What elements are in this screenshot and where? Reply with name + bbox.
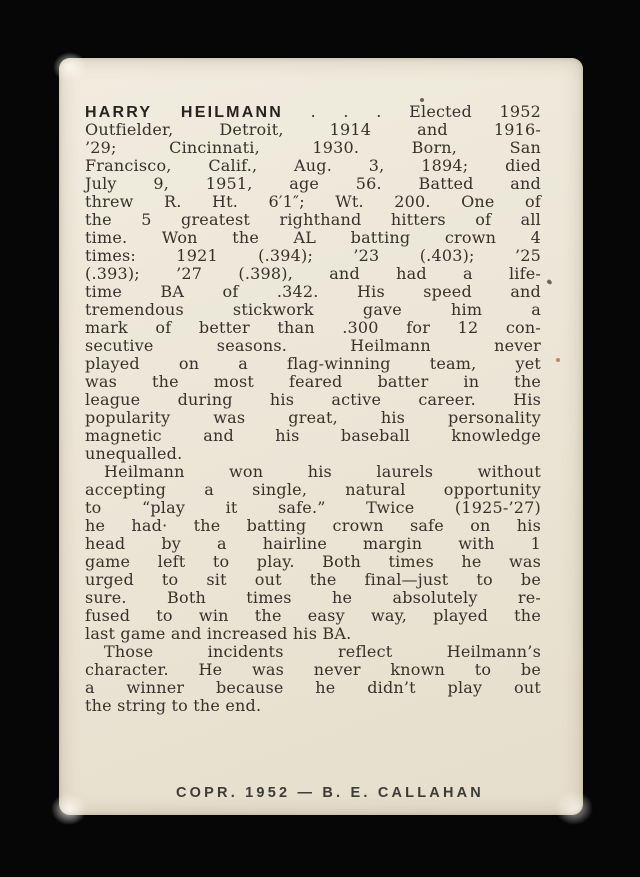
bio-line: Heilmann won his laurels without [104, 462, 541, 481]
bio-line: the string to the end. [85, 696, 262, 715]
bio-line: Francisco, Calif., Aug. 3, 1894; died [85, 156, 541, 175]
bio-line: was the most feared batter in the [85, 372, 541, 391]
bio-line: sure. Both times he absolutely re- [85, 588, 541, 607]
bio-line: a winner because he didn’t play out [85, 678, 541, 697]
corner-wear [53, 52, 87, 82]
bio-line: tremendous stickwork gave him a [85, 300, 541, 319]
bio-line: head by a hairline margin with 1 [85, 534, 541, 553]
bio-line: magnetic and his baseball knowledge [85, 426, 541, 445]
bio-line: fused to win the easy way, played the [85, 606, 541, 625]
bio-line: unequalled. [85, 444, 183, 463]
bio-line: secutive seasons. Heilmann never [85, 336, 541, 355]
bio-line: (.393); ’27 (.398), and had a life- [85, 264, 541, 283]
bio-text-block [85, 103, 541, 715]
bio-line: popularity was great, his personality [85, 408, 541, 427]
bio-line: ’29; Cincinnati, 1930. Born, San [85, 138, 541, 157]
copyright-line: COPR. 1952 — B. E. CALLAHAN [176, 785, 484, 801]
paper-speck [546, 279, 552, 285]
bio-line: Those incidents reflect Heilmann’s [104, 642, 541, 661]
bio-line: last game and increased his BA. [85, 624, 352, 643]
paper-speck [556, 358, 560, 362]
bio-line: July 9, 1951, age 56. Batted and [85, 174, 541, 193]
bio-line: urged to sit out the final—just to be [85, 570, 541, 589]
bio-line: the 5 greatest righthand hitters of all [85, 210, 541, 229]
bio-line: league during his active career. His [85, 390, 541, 409]
baseball-card-back [59, 58, 583, 815]
title-rest: . . . Elected 1952 [310, 102, 541, 121]
bio-line: time BA of .342. His speed and [85, 282, 541, 301]
bio-line: character. He was never known to be [85, 660, 541, 679]
bio-line: he had· the batting crown safe on his [85, 516, 541, 535]
bio-line: Outfielder, Detroit, 1914 and 1916- [85, 120, 541, 139]
bio-line: to “play it safe.” Twice (1925-’27) [85, 498, 541, 517]
bio-line: time. Won the AL batting crown 4 [85, 228, 541, 247]
bio-line: accepting a single, natural opportunity [85, 480, 541, 499]
bio-line: played on a flag-winning team, yet [85, 354, 541, 373]
bio-title-line [85, 103, 541, 121]
bio-line: mark of better than .300 for 12 con- [85, 318, 541, 337]
bio-line: threw R. Ht. 6′1″; Wt. 200. One of [85, 192, 541, 211]
bio-line: game left to play. Both times he was [85, 552, 541, 571]
player-name: HARRY HEILMANN [85, 104, 283, 121]
bio-line: times: 1921 (.394); ’23 (.403); ’25 [85, 246, 541, 265]
